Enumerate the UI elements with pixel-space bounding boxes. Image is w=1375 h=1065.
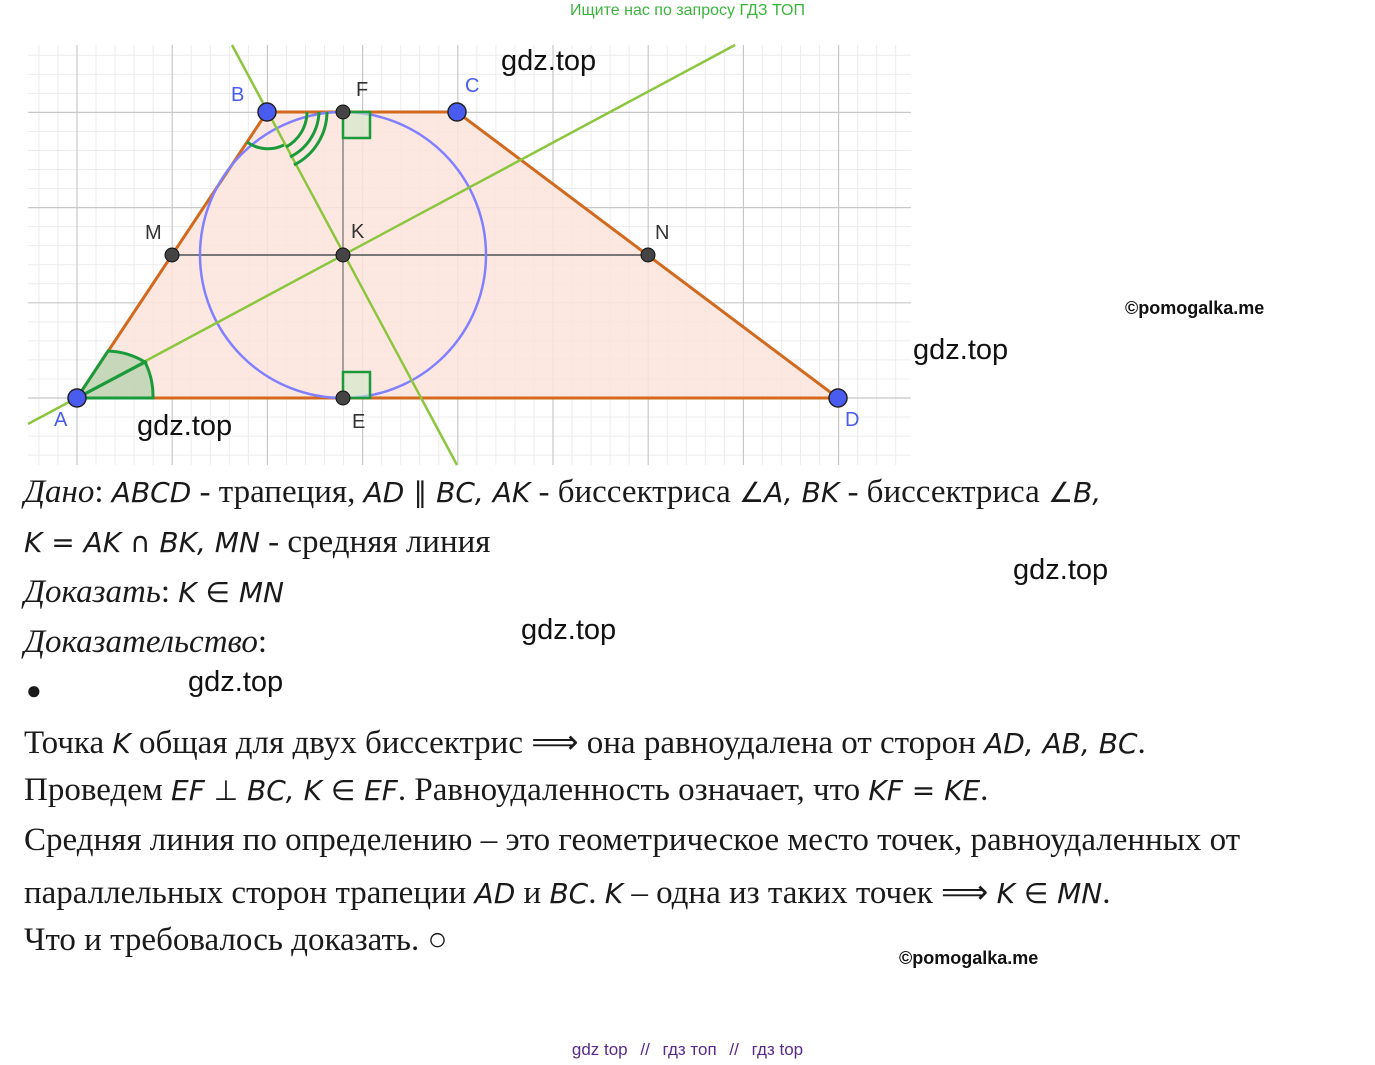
- trapezoid-figure: [0, 0, 1375, 470]
- p4-math-4: BC: [549, 877, 589, 910]
- point-d[interactable]: [829, 389, 847, 407]
- given-math-3: AD ∥ BC, AK: [363, 476, 531, 509]
- p2-text-1: Проведем: [24, 772, 172, 808]
- p2-math-2: EF ⊥ BC, K ∈ EF: [171, 774, 398, 807]
- label-m: M: [145, 222, 162, 244]
- p4-text-9: .: [1102, 875, 1111, 911]
- top-banner[interactable]: Ищите нас по запросу ГДЗ ТОП: [570, 2, 805, 19]
- line2-math: K = AK ∩ BK, MN: [24, 526, 260, 559]
- point-b[interactable]: [258, 103, 276, 121]
- label-c: C: [465, 75, 480, 97]
- proof-p1: [24, 722, 1146, 762]
- p2-text-3: . Равноудаленность означает, что: [397, 772, 869, 808]
- proof-p4: [24, 872, 1110, 912]
- copyright-2: ©pomogalka.me: [899, 948, 1039, 968]
- given-line: Дано: ABCD - трапеция, AD ∥ BC, AK - биссектриса ∠A, BK - биссектриса ∠B,: [24, 474, 1102, 510]
- prove-line: Доказать: K ∈ MN: [24, 574, 284, 610]
- p4-text-3: и: [515, 875, 550, 911]
- p4-math-6: K: [604, 877, 624, 910]
- p2-math-4: KF = KE: [868, 774, 981, 807]
- prove-math: K ∈ MN: [178, 576, 284, 609]
- footer-link-2[interactable]: гдз топ: [662, 1040, 717, 1059]
- label-f: F: [356, 79, 369, 101]
- given-line-2: [24, 524, 490, 561]
- proof-line: Доказательство:: [24, 624, 268, 660]
- proof-p2: [24, 772, 988, 809]
- label-k: K: [351, 221, 365, 243]
- watermark-2: gdz.top: [913, 334, 1009, 366]
- copyright-1: ©pomogalka.me: [1125, 298, 1265, 318]
- label-a: A: [54, 409, 68, 431]
- p1-math-4: AD, AB, BC: [984, 727, 1138, 760]
- watermark-3: gdz.top: [137, 410, 233, 442]
- given-math-5: ∠A, BK: [739, 476, 840, 509]
- p1-text-5: .: [1137, 725, 1146, 761]
- point-e[interactable]: [336, 391, 350, 405]
- watermark-1: gdz.top: [501, 45, 597, 77]
- point-k[interactable]: [336, 248, 350, 262]
- point-m[interactable]: [165, 248, 179, 262]
- p4-text-7: – одна из таких точек ⟹: [623, 875, 997, 911]
- prove-label: Доказать: [24, 574, 161, 610]
- footer-link-3[interactable]: гдз top: [751, 1040, 804, 1059]
- given-text-2: - трапеция,: [191, 474, 364, 510]
- p4-math-8: K ∈ MN: [996, 877, 1103, 910]
- proof-p3: Средняя линия по определению – это геометрическое место точек, равноудаленных от: [24, 822, 1241, 858]
- footer-sep-2: //: [729, 1040, 739, 1059]
- point-f[interactable]: [336, 105, 350, 119]
- given-text-6: - биссектриса: [839, 474, 1048, 510]
- point-a[interactable]: [68, 389, 86, 407]
- label-e: E: [352, 411, 366, 433]
- proof-label: Доказательство: [24, 624, 258, 660]
- given-label: Дано: [24, 474, 95, 510]
- label-b: B: [231, 84, 245, 106]
- p2-text-5: .: [980, 772, 989, 808]
- p4-text-1: параллельных сторон трапеции: [24, 875, 475, 911]
- p1-math-2: K: [112, 727, 131, 760]
- bullet: ●: [26, 676, 42, 705]
- p1-text-1: Точка: [24, 725, 113, 761]
- given-math-1: ABCD: [111, 476, 192, 509]
- given-math-7: ∠B,: [1048, 476, 1102, 509]
- footer-link-1[interactable]: gdz top: [571, 1040, 628, 1059]
- point-n[interactable]: [641, 248, 655, 262]
- point-c[interactable]: [448, 103, 466, 121]
- p1-text-3: общая для двух биссектрис ⟹ она равноудалена от сторон: [130, 725, 985, 761]
- p4-math-2: AD: [474, 877, 516, 910]
- footer-sep-1: //: [640, 1040, 650, 1059]
- watermark-6: gdz.top: [188, 666, 284, 698]
- p4-text-5: .: [588, 875, 605, 911]
- watermark-5: gdz.top: [521, 614, 617, 646]
- line2-text: - средняя линия: [259, 524, 491, 560]
- watermark-4: gdz.top: [1013, 554, 1109, 586]
- label-n: N: [655, 222, 670, 244]
- label-d: D: [845, 409, 860, 431]
- footer: [0, 1040, 1375, 1060]
- given-text-4: - биссектриса: [530, 474, 740, 510]
- proof-p5: Что и требовалось доказать. ○: [24, 922, 448, 958]
